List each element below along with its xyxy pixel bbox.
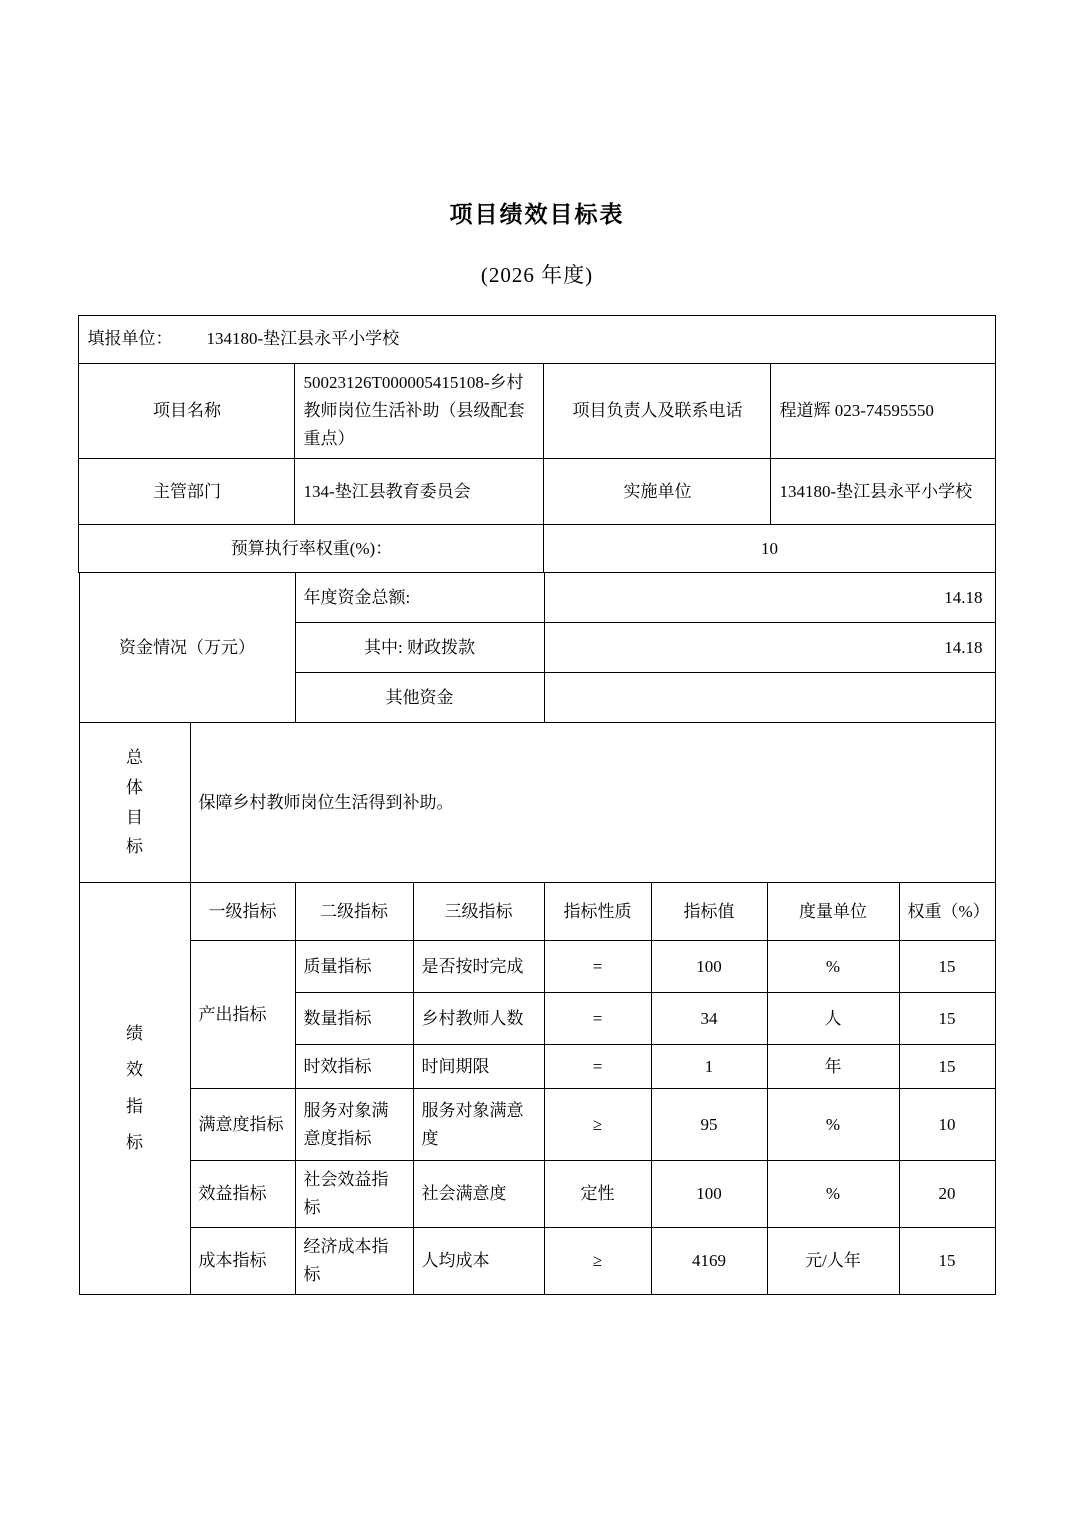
table-row: [79, 525, 995, 573]
col-header-level2: 二级指标: [295, 883, 413, 941]
col-header-weight: 权重（%）: [899, 883, 995, 941]
col-header-nature: 指标性质: [544, 883, 651, 941]
leader-label: 项目负责人及联系电话: [544, 364, 771, 459]
indicator-level3: 时间期限: [413, 1045, 544, 1089]
indicator-nature: ≥: [544, 1228, 651, 1295]
indicator-level2: 时效指标: [295, 1045, 413, 1089]
funds-fiscal-label: 其中: 财政拨款: [295, 623, 544, 673]
overall-goal-table: [79, 722, 996, 883]
budget-rate-label: 预算执行率权重(%)：: [79, 525, 544, 573]
indicator-weight: 15: [899, 993, 995, 1045]
indicators-table: [79, 882, 996, 1295]
indicator-level1: 满意度指标: [190, 1089, 295, 1161]
indicator-value: 1: [651, 1045, 767, 1089]
indicator-value: 100: [651, 941, 767, 993]
indicator-unit: %: [767, 1089, 899, 1161]
dept-value: 134-垫江县教育委员会: [295, 459, 544, 525]
indicator-weight: 20: [899, 1161, 995, 1228]
indicator-nature: 定性: [544, 1161, 651, 1228]
indicator-level2: 社会效益指标: [295, 1161, 413, 1228]
dept-label: 主管部门: [79, 459, 295, 525]
indicator-weight: 15: [899, 1228, 995, 1295]
funds-label: 资金情况（万元）: [79, 573, 295, 723]
indicator-level1: 效益指标: [190, 1161, 295, 1228]
indicator-level2: 经济成本指标: [295, 1228, 413, 1295]
indicator-row: [79, 1228, 995, 1295]
impl-value: 134180-垫江县永平小学校: [771, 459, 995, 525]
impl-label: 实施单位: [544, 459, 771, 525]
indicator-row: [79, 1089, 995, 1161]
funds-total-value: 14.18: [544, 573, 995, 623]
indicator-unit: %: [767, 941, 899, 993]
indicator-unit: %: [767, 1161, 899, 1228]
indicator-value: 4169: [651, 1228, 767, 1295]
indicator-nature: =: [544, 1045, 651, 1089]
indicator-value: 100: [651, 1161, 767, 1228]
indicator-unit: 元/人年: [767, 1228, 899, 1295]
fill-unit-cell: [79, 316, 995, 364]
indicator-row: [79, 1161, 995, 1228]
col-header-value: 指标值: [651, 883, 767, 941]
indicator-level2: 服务对象满意度指标: [295, 1089, 413, 1161]
indicator-weight: 15: [899, 941, 995, 993]
indicator-level3: 乡村教师人数: [413, 993, 544, 1045]
overall-goal-value: 保障乡村教师岗位生活得到补助。: [190, 723, 995, 883]
table-row: [79, 573, 995, 623]
indicator-value: 95: [651, 1089, 767, 1161]
indicator-row: [79, 941, 995, 993]
funds-fiscal-value: 14.18: [544, 623, 995, 673]
col-header-unit: 度量单位: [767, 883, 899, 941]
col-header-level1: 一级指标: [190, 883, 295, 941]
project-name-label: 项目名称: [79, 364, 295, 459]
table-row: [79, 459, 995, 525]
fill-unit-label: 填报单位：: [87, 329, 173, 349]
col-header-level3: 三级指标: [413, 883, 544, 941]
document-subtitle: (2026 年度): [480, 263, 594, 287]
funds-table: [79, 572, 996, 723]
funds-other-label: 其他资金: [295, 673, 544, 723]
table-row: [79, 316, 995, 364]
indicator-level3: 社会满意度: [413, 1161, 544, 1228]
funds-total-label: 年度资金总额:: [295, 573, 544, 623]
leader-value: 程道辉 023-74595550: [771, 364, 995, 459]
indicator-level2: 质量指标: [295, 941, 413, 993]
overall-goal-label-cell: [79, 723, 190, 883]
indicator-weight: 15: [899, 1045, 995, 1089]
overall-goal-label: 总体目标: [126, 748, 143, 857]
indicators-side-label: 绩效指标: [126, 1023, 143, 1153]
project-name-value: 50023126T000005415108-乡村教师岗位生活补助（县级配套重点）: [295, 364, 544, 459]
indicator-level2: 数量指标: [295, 993, 413, 1045]
indicator-level1: 产出指标: [190, 941, 295, 1089]
indicator-nature: ≥: [544, 1089, 651, 1161]
indicator-level3: 是否按时完成: [413, 941, 544, 993]
budget-rate-value: 10: [544, 525, 995, 573]
table-row: [79, 723, 995, 883]
indicator-level3: 人均成本: [413, 1228, 544, 1295]
funds-other-value: [544, 673, 995, 723]
indicators-header-row: [79, 883, 995, 941]
indicator-nature: =: [544, 993, 651, 1045]
fill-unit-value: 134180-垫江县永平小学校: [206, 329, 400, 349]
indicator-value: 34: [651, 993, 767, 1045]
indicator-unit: 年: [767, 1045, 899, 1089]
indicator-level3: 服务对象满意度: [413, 1089, 544, 1161]
indicator-level1: 成本指标: [190, 1228, 295, 1295]
indicator-weight: 10: [899, 1089, 995, 1161]
document-title: 项目绩效目标表: [449, 202, 625, 227]
indicators-side-cell: [79, 883, 190, 1295]
indicator-unit: 人: [767, 993, 899, 1045]
indicator-nature: =: [544, 941, 651, 993]
table-row: [79, 364, 995, 459]
header-info-table: [78, 315, 995, 573]
